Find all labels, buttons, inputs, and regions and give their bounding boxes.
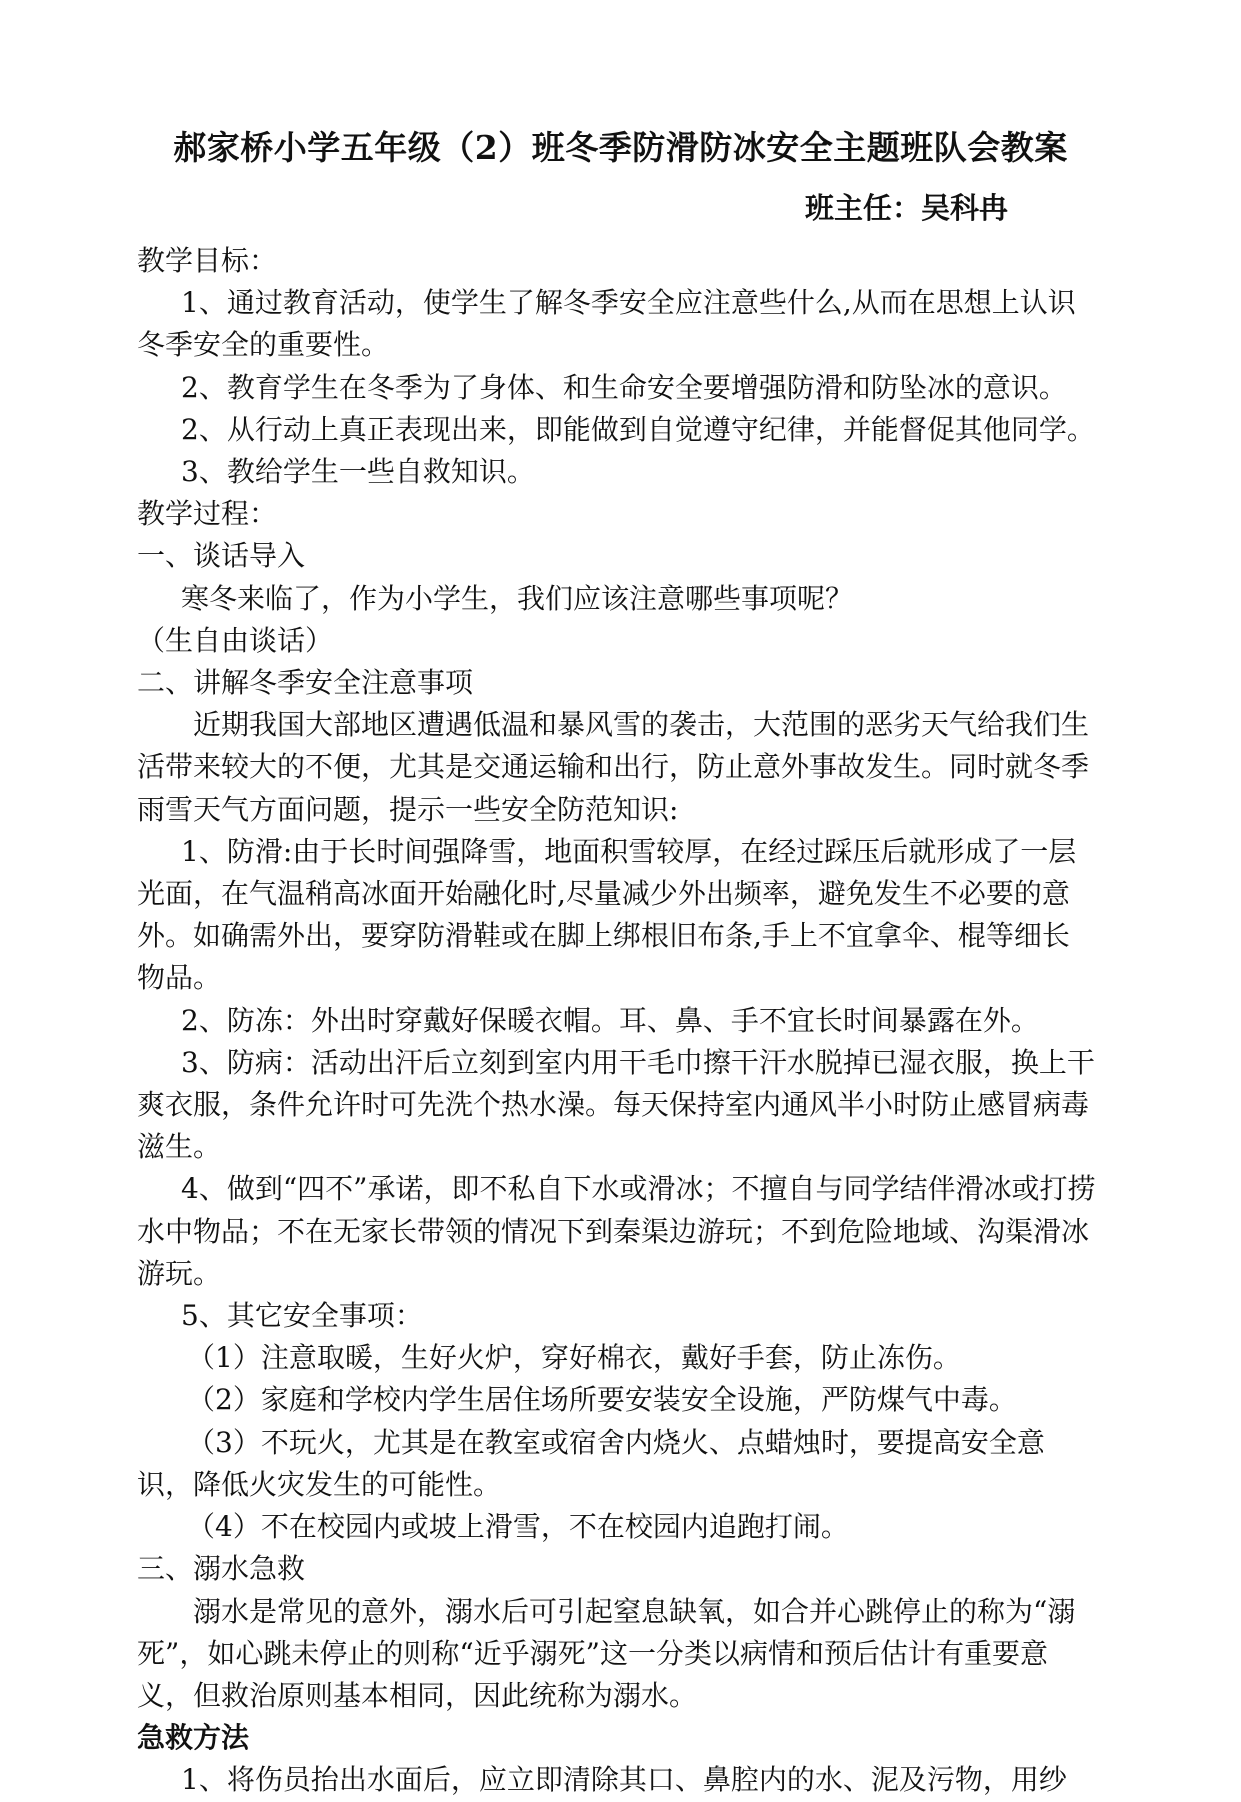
process-heading: 教学过程：: [137, 497, 278, 531]
goal-item: 2、从行动上真正表现出来，即能做到自觉遵守纪律，并能督促其他同学。: [181, 412, 1095, 446]
section-1-text: 寒冬来临了，作为小学生，我们应该注意哪些事项呢？: [181, 581, 854, 615]
first-aid-heading: 急救方法: [137, 1721, 250, 1755]
safety-item: 1、防滑:由于长时间强降雪，地面积雪较厚，在经过踩压后就形成了一层光面，在气温稍高冰面开始融化时,尽量减少外出频率，避免发生不必要的意外。如确需外出，要穿防滑鞋或在脚上绑根旧布条,手上不宜拿伞、棍等细长物品。: [137, 834, 1077, 995]
safety-subitem: （4）不在校园内或坡上滑雪，不在校园内追跑打闹。: [187, 1510, 849, 1544]
safety-subitem: （3）不玩火，尤其是在教室或宿舍内烧火、点蜡烛时，要提高安全意识，降低火灾发生的可能性。: [137, 1425, 1045, 1501]
teacher-name: 班主任：吴科冉: [805, 191, 1009, 225]
document-title: 郝家桥小学五年级（2）班冬季防滑防冰安全主题班队会教案: [173, 128, 1068, 167]
goals-heading: 教学目标：: [137, 244, 278, 277]
safety-item: 4、做到“四不”承诺，即不私自下水或滑冰；不擅自与同学结伴滑冰或打捞水中物品；不在无家长带领的情况下到秦渠边游玩；不到危险地域、沟渠滑冰游玩。: [137, 1172, 1096, 1290]
section-1-heading: 一、谈话导入: [137, 539, 306, 573]
section-2-intro: 近期我国大部地区遭遇低温和暴风雪的袭击，大范围的恶劣天气给我们生活带来较大的不便，尤其是交通运输和出行，防止意外事故发生。同时就冬季雨雪天气方面问题，提示一些安全防范知识:: [137, 708, 1090, 826]
goal-item: 1、通过教育活动，使学生了解冬季安全应注意些什么,从而在思想上认识冬季安全的重要性。: [137, 286, 1076, 362]
safety-subitem: （1）注意取暖，生好火炉，穿好棉衣，戴好手套，防止冻伤。: [187, 1341, 961, 1375]
section-1-note: （生自由谈话）: [137, 623, 334, 657]
section-3-heading: 三、溺水急救: [137, 1552, 306, 1586]
safety-subitem: （2）家庭和学校内学生居住场所要安装安全设施，严防煤气中毒。: [187, 1383, 1017, 1417]
section-2-heading: 二、讲解冬季安全注意事项: [137, 666, 474, 700]
first-aid-item: 1、将伤员抬出水面后，应立即清除其口、鼻腔内的水、泥及污物，用纱: [181, 1763, 1067, 1797]
section-3-text: 溺水是常见的意外，溺水后可引起窒息缺氧，如合并心跳停止的称为“溺死”，如心跳未停止的则称“近乎溺死”这一分类以病情和预后估计有重要意义，但救治原则基本相同，因此统称为溺水。: [137, 1594, 1076, 1712]
safety-item: 2、防冻：外出时穿戴好保暖衣帽。耳、鼻、手不宜长时间暴露在外。: [181, 1003, 1039, 1037]
safety-item: 3、防病：活动出汗后立刻到室内用干毛巾擦干汗水脱掉已湿衣服，换上干爽衣服，条件允许时可先洗个热水澡。每天保持室内通风半小时防止感冒病毒滋生。: [137, 1045, 1095, 1164]
goal-item: 3、教给学生一些自救知识。: [181, 455, 535, 489]
safety-item: 5、其它安全事项：: [181, 1299, 423, 1333]
goal-item: 2、教育学生在冬季为了身体、和生命安全要增强防滑和防坠冰的意识。: [181, 370, 1067, 404]
document-body: [137, 240, 1097, 1802]
